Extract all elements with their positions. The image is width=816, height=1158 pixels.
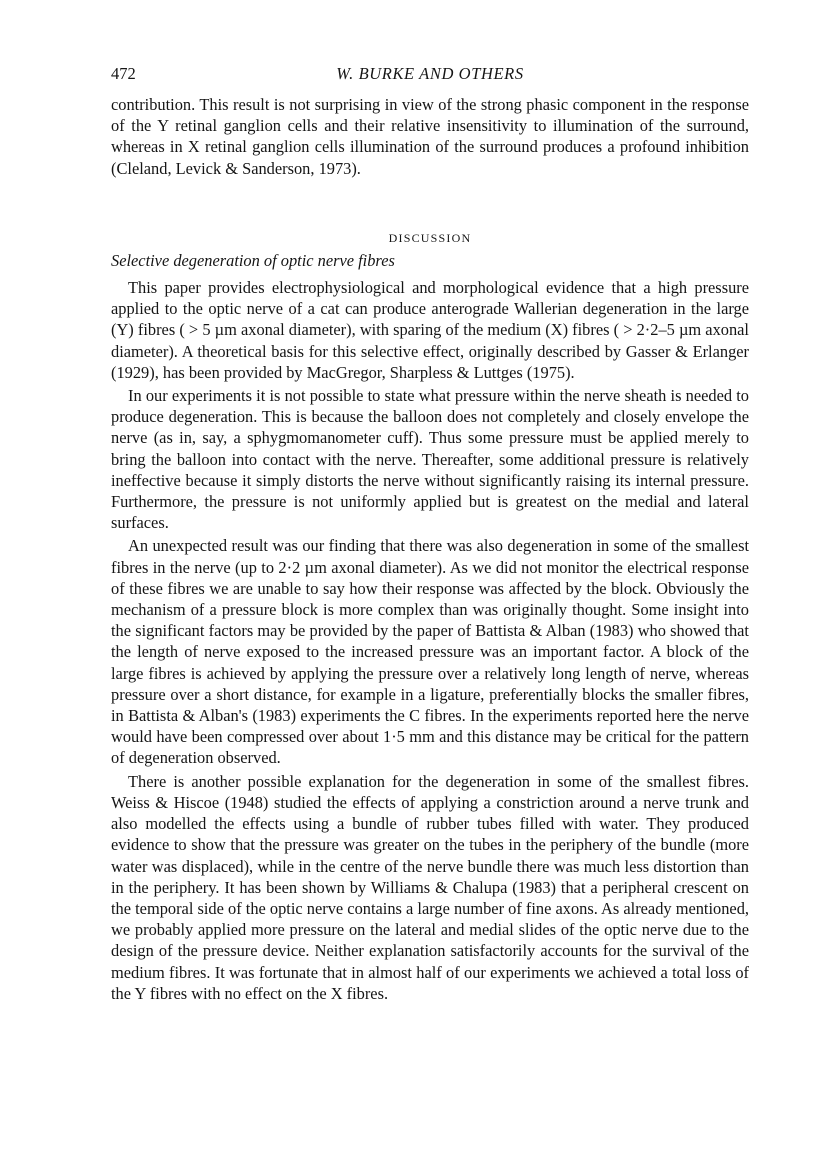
page-number: 472 [111, 64, 136, 83]
intro-paragraph: contribution. This result is not surprising in view of the strong phasic component in the response of the Y retinal ganglion cells and their relative insensitivity to illumination of the surround, whereas in X retinal ganglion cells illumination of the surround produces a profound inhibition (Cleland, Levick & Sanderson, 1973). [111, 95, 749, 178]
paragraph-2: In our experiments it is not possible to state what pressure within the nerve sheath is needed to produce degeneration. This is because the balloon does not completely and closely envelope the nerve (as in, say, a sphygmomanometer cuff). Thus some pressure must be applied merely to bring the balloon into contact with the nerve. Thereafter, some additional pressure is relatively ineffective because it simply distorts the nerve without significantly raising its internal pressure. Furthermore, the pressure is not uniformly applied but is greatest on the medial and lateral surfaces. [111, 386, 749, 533]
subsection-heading: Selective degeneration of optic nerve fibres [111, 250, 395, 270]
running-head [111, 64, 749, 94]
paragraph-3: An unexpected result was our finding that there was also degeneration in some of the smallest fibres in the nerve (up to 2·2 µm axonal diameter). As we did not monitor the electrical response of these fibres we are unable to say how their response was affected by the block. Obviously the mechanism of a pressure block is more complex than was originally thought. Some insight into the significant factors may be provided by the paper of Battista & Alban (1983) who showed that the length of nerve exposed to the increased pressure was an important factor. A block of the large fibres is achieved by applying the pressure over a relatively long length of nerve, whereas pressure over a short distance, for example in a ligature, preferentially blocks the smaller fibres, in Battista & Alban's (1983) experiments the C fibres. In the experiments reported here the nerve would have been compressed over about 1·5 mm and this distance may be critical for the pattern of degeneration observed. [111, 536, 749, 768]
paragraph-1: This paper provides electrophysiological and morphological evidence that a high pressure applied to the optic nerve of a cat can produce anterograde Wallerian degeneration in the large (Y) fibres ( > 5 µm axonal diameter), with sparing of the medium (X) fibres ( > 2·2–5 µm axonal diameter). A theoretical basis for this selective effect, originally described by Gasser & Erlanger (1929), has been provided by MacGregor, Sharpless & Luttges (1975). [111, 278, 749, 382]
running-title: W. BURKE AND OTHERS [336, 64, 524, 83]
section-heading: DISCUSSION [388, 230, 472, 245]
page [111, 64, 749, 1004]
paragraph-4: There is another possible explanation for the degeneration in some of the smallest fibres. Weiss & Hiscoe (1948) studied the effects of applying a constriction around a nerve trunk and also modelled the effects using a bundle of rubber tubes filled with water. They produced evidence to show that the pressure was greater on the tubes in the periphery of the bundle (more water was displaced), while in the centre of the nerve bundle there was much less distortion than in the periphery. It has been shown by Williams & Chalupa (1983) that a peripheral crescent on the temporal side of the optic nerve contains a large number of fine axons. As already mentioned, we probably applied more pressure on the lateral and medial slides of the optic nerve due to the design of the pressure device. Neither explanation satisfactorily accounts for the survival of the medium fibres. It was fortunate that in almost half of our experiments we achieved a total loss of the Y fibres with no effect on the X fibres. [111, 771, 749, 1003]
